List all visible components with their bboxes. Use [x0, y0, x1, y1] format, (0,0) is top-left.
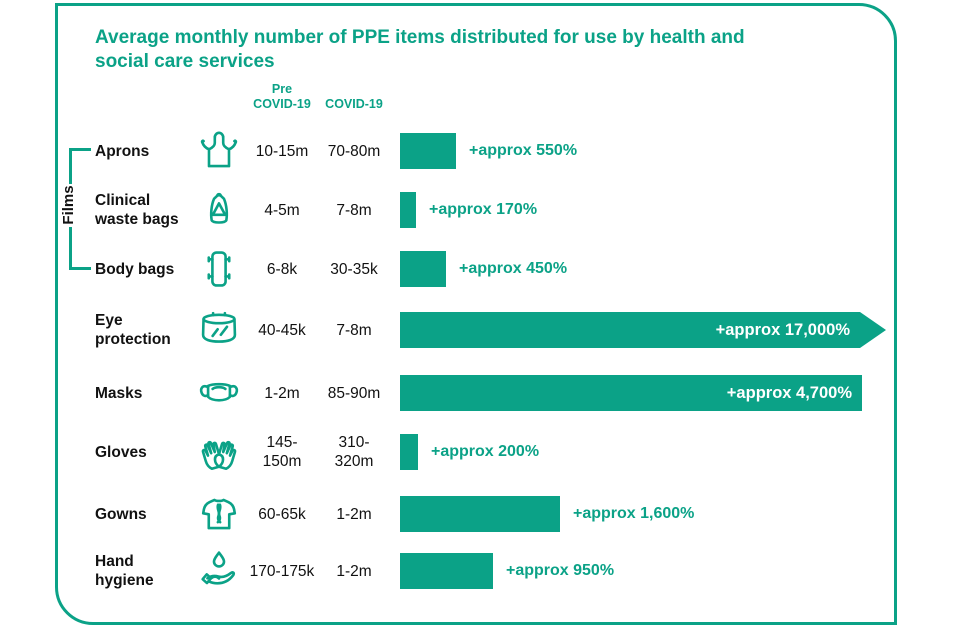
gloves-icon — [194, 427, 244, 477]
body-bag-icon — [194, 244, 244, 294]
row-label: Body bags — [95, 260, 175, 278]
column-header-pre-covid: Pre COVID-19 — [253, 82, 311, 111]
apron-icon — [194, 126, 244, 176]
column-header-covid: COVID-19 — [325, 97, 383, 111]
row-label: Eye protection — [95, 312, 171, 348]
row-hand-hygiene — [0, 541, 960, 601]
percent-label: +approx 170% — [429, 201, 538, 218]
covid-value: 1-2m — [336, 505, 372, 523]
covid-value: 30-35k — [330, 260, 378, 278]
pre-covid-value: 1-2m — [264, 384, 300, 402]
increase-bar — [400, 553, 493, 589]
bar-arrow-tip — [860, 312, 886, 348]
pre-covid-value: 60-65k — [258, 505, 306, 523]
row-aprons — [0, 121, 960, 181]
covid-value: 7-8m — [336, 201, 372, 219]
covid-value: 1-2m — [336, 562, 372, 580]
increase-bar — [400, 496, 560, 532]
row-body-bags — [0, 239, 960, 299]
row-gloves — [0, 422, 960, 482]
eye-protection-icon — [194, 305, 244, 355]
pre-covid-value: 10-15m — [255, 142, 309, 160]
row-masks — [0, 363, 960, 423]
covid-value: 7-8m — [336, 321, 372, 339]
row-label: Aprons — [95, 142, 150, 160]
pre-covid-value: 6-8k — [266, 260, 298, 278]
row-label: Gowns — [95, 505, 147, 523]
percent-label: +approx 450% — [459, 260, 568, 277]
row-label: Masks — [95, 384, 143, 402]
pre-covid-value: 170-175k — [249, 562, 315, 580]
increase-bar — [400, 312, 860, 348]
percent-label: +approx 550% — [469, 142, 578, 159]
pre-covid-value: 40-45k — [258, 321, 306, 339]
percent-label: +approx 17,000% — [715, 321, 850, 339]
increase-bar — [400, 192, 416, 228]
increase-bar — [400, 133, 456, 169]
chart-title: Average monthly number of PPE items distributed for use by health and social care services — [95, 27, 745, 72]
increase-bar — [400, 434, 418, 470]
increase-bar — [400, 375, 862, 411]
covid-value: 310- 320m — [334, 434, 374, 470]
pre-covid-value: 4-5m — [264, 201, 300, 219]
clinical-waste-bag-icon — [194, 185, 244, 235]
pre-covid-value: 145- 150m — [262, 434, 302, 470]
gown-icon — [194, 489, 244, 539]
hand-hygiene-icon — [194, 546, 244, 596]
row-eye-protection — [0, 300, 960, 360]
increase-bar — [400, 251, 446, 287]
row-label: Clinical waste bags — [95, 192, 179, 228]
row-clinical-waste-bags — [0, 180, 960, 240]
row-label: Gloves — [95, 443, 147, 461]
percent-label: +approx 950% — [506, 562, 615, 579]
row-gowns — [0, 484, 960, 544]
row-label: Hand hygiene — [95, 553, 154, 589]
percent-label: +approx 4,700% — [726, 384, 852, 402]
films-group-label: Films — [59, 185, 77, 225]
covid-value: 85-90m — [327, 384, 381, 402]
percent-label: +approx 200% — [431, 443, 540, 460]
mask-icon — [194, 368, 244, 418]
covid-value: 70-80m — [327, 142, 381, 160]
percent-label: +approx 1,600% — [573, 505, 695, 522]
